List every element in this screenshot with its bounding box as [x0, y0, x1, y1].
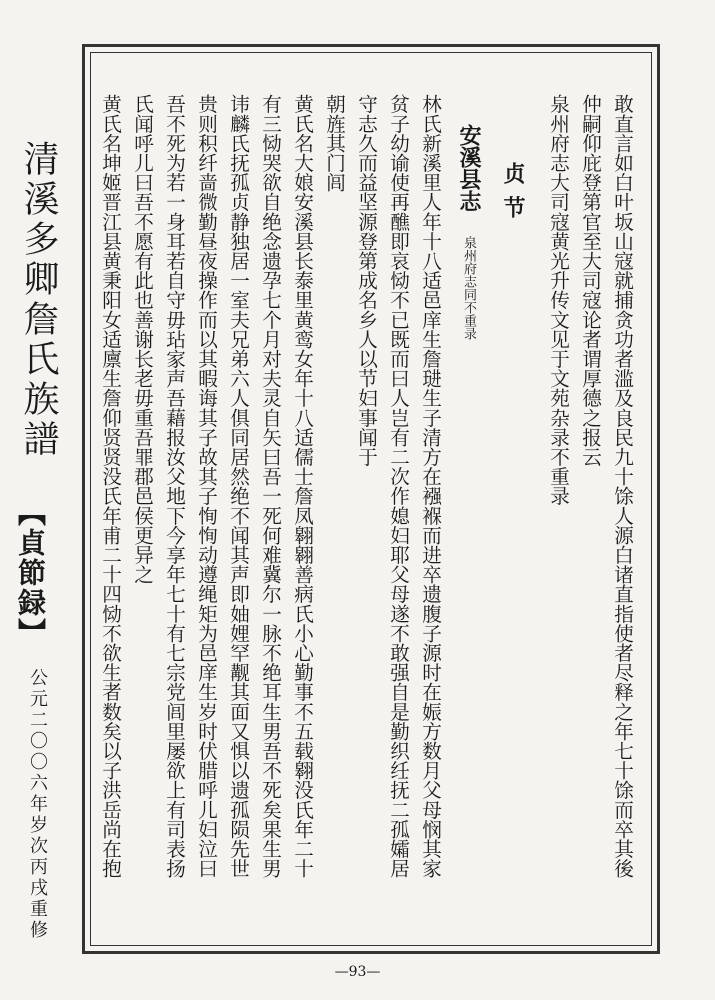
text-column: 贵则积纤啬微勤昼夜操作而以其暇诲其子故其子恂恂动遵绳矩为邑庠生岁时伏腊呼儿妇泣曰 [194, 94, 218, 878]
section-heading: 贞节 [500, 162, 526, 230]
text-column: 讳麟氏抚孤贞静独居一室夫兄弟六人俱同居然绝不闻其声即妯娌罕觏其面又惧以遗孤陨先世 [226, 94, 250, 878]
text-column: 林氏新溪里人年十八适邑庠生詹琎生子清方在襁褓而进卒遗腹子源时在娠方数月父母悯其家 [418, 94, 442, 878]
text-column: 吾不死为若一身耳若自守毋玷家声吾藉报汝父地下今享年七十有七宗党闾里屡欲上有司表扬 [162, 94, 186, 878]
edition-note: 公元二〇〇六年岁次丙戌重修 [27, 668, 48, 941]
source-note: 泉州府志同不重录 [461, 236, 476, 340]
text-column: 朝旌其门闾 [322, 94, 346, 192]
text-column: 黄氏名坤姬晋江县黄秉阳女适廪生詹仰贤贤没氏年甫二十四恸不欲生者数矣以子洪岳尚在抱 [98, 94, 122, 878]
book-title: 清溪多卿詹氏族譜 [18, 140, 59, 460]
source-heading: 安溪县志 [456, 124, 482, 212]
text-column: 有三恸哭欲自绝念遗孕七个月对夫灵自矢曰吾一死何难冀尔一脉不绝耳生男吾不死矣果生男 [258, 94, 282, 878]
section-label: 【貞節録】 [14, 498, 47, 648]
text-column: 仲嗣仰庇登第官至大司寇论者谓厚德之报云 [578, 94, 602, 467]
page-number: —93— [334, 964, 381, 980]
text-column: 泉州府志大司寇黄光升传文见于文苑杂录不重录 [546, 94, 570, 506]
text-column: 氏闻呼儿曰吾不愿有此也善谢长老毋重吾罪郡邑侯更异之 [130, 94, 154, 584]
text-column: 黄氏名大娘安溪县长泰里黄鸾女年十八适儒士詹凤翱翱善病氏小心勤事不五载翱没氏年二十 [290, 94, 314, 878]
text-column: 守志久而益坚源登第成名乡人以节妇事闻于 [354, 94, 378, 467]
text-column: 敢直言如白叶坂山寇就捕贪功者滥及良民九十馀人源白诸直指使者尽释之年七十馀而卒其後 [610, 94, 634, 878]
text-column: 贫子幼谕使再醮即哀恸不已既而曰人岂有二次作媳妇耶父母遂不敢强自是勤织纴抚二孤孀居 [386, 94, 410, 878]
